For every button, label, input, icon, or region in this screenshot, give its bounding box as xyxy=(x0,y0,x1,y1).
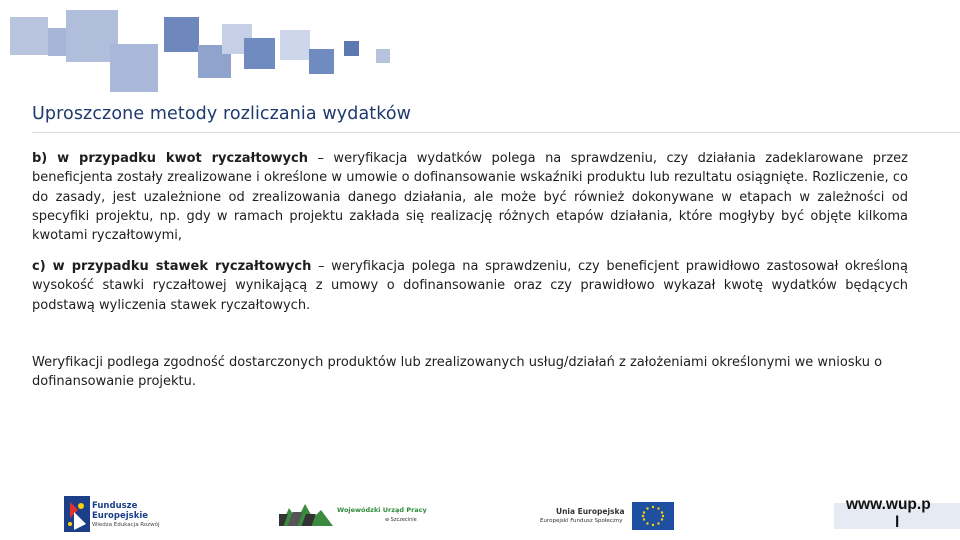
wup-name: Wojewódzki Urząd Pracy xyxy=(337,506,427,514)
fundusze-europejskie-program: Wiedza Edukacja Rozwój xyxy=(92,522,160,528)
paragraph-flat-rates xyxy=(32,257,908,315)
fundusze-europejskie-emblem-icon xyxy=(64,496,90,532)
deco-square xyxy=(244,38,275,69)
eu-fund-name: Europejski Fundusz Społeczny xyxy=(540,518,623,524)
page-title: Uproszczone metody rozliczania wydatków xyxy=(32,104,412,124)
website-link-continuation[interactable]: l xyxy=(895,514,900,531)
deco-square xyxy=(164,17,199,52)
fundusze-europejskie-name-line1: Fundusze xyxy=(92,501,138,511)
deco-square xyxy=(309,49,334,74)
paragraph-lump-sums-text: – weryfikacja wydatków polega na sprawdzeniu, czy działania zadeklarowane przez beneficjenta zostały zrealizowane i określone w umowie o dofinansowanie wskaźniki produktu lub rezultatu osiągnięte. Rozliczenie, co do zasady, jest uzależnione od zrealizowania danego działania, ale może być również dokonywane w etapach w zależności od specyfiki projektu, np. gdy w ramach projektu zakłada się realizację różnych etapów działania, które mogłyby być objęte kilkoma kwotami ryczałtowymi, xyxy=(32,151,908,244)
wup-city: w Szczecinie xyxy=(385,517,417,523)
deco-square xyxy=(280,30,310,60)
wup-emblem-icon xyxy=(279,500,335,528)
deco-square xyxy=(376,49,390,63)
eu-name: Unia Europejska xyxy=(556,507,625,516)
deco-square xyxy=(344,41,359,56)
title-divider xyxy=(32,132,960,133)
fundusze-europejskie-name-line2: Europejskie xyxy=(92,511,149,521)
paragraph-lump-sums-heading: b) w przypadku kwot ryczałtowych xyxy=(32,151,308,166)
deco-square xyxy=(10,17,48,55)
deco-square xyxy=(110,44,158,92)
eu-flag-icon xyxy=(632,502,674,530)
website-link[interactable]: www.wup.p xyxy=(846,496,931,513)
paragraph-lump-sums xyxy=(32,149,908,245)
paragraph-flat-rates-heading: c) w przypadku stawek ryczałtowych xyxy=(32,259,312,274)
paragraph-flat-rates-text: – weryfikacja polega na sprawdzeniu, czy beneficjent prawidłowo zastosował określoną wysokość stawki ryczałtowej wynikającą z umowy o dofinansowanie oraz czy prawidłowo wykazał kwotę wydatków będących podstawą wyliczenia stawek ryczałtowych. xyxy=(32,259,909,313)
fundusze-europejskie-name xyxy=(92,501,148,521)
paragraph-verification-note: Weryfikacji podlega zgodność dostarczonych produktów lub zrealizowanych usług/działań z założeniami określonymi we wniosku o dofinansowanie projektu. xyxy=(32,355,883,390)
